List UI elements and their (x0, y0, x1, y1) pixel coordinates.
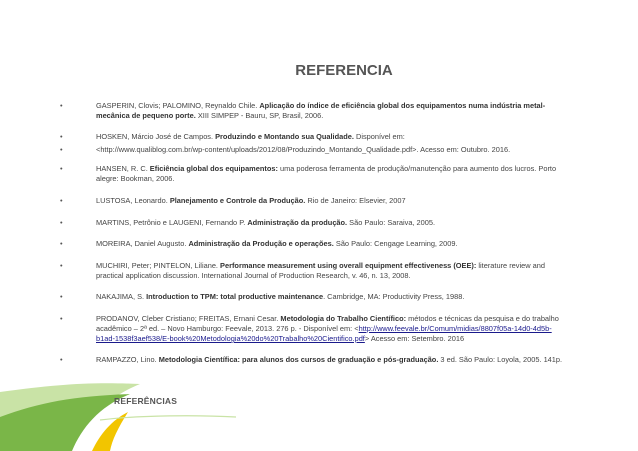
reference-title: Produzindo e Montando sua Qualidade. (215, 132, 354, 141)
reference-item (60, 261, 566, 281)
reference-title: Performance measurement using overall equipment effectiveness (OEE): (220, 261, 477, 270)
reference-details: uma poderosa ferramenta de produção/manutenção para aumento dos lucros. Porto alegre: Bookman, 2006. (96, 164, 557, 183)
reference-author: MARTINS, Petrônio e LAUGENI, Fernando P. (96, 218, 248, 227)
reference-item (60, 101, 566, 121)
reference-title: Metodologia Científica: para alunos dos cursos de graduação e pós-graduação. (158, 355, 439, 364)
reference-author: NAKAJIMA, S. (96, 292, 147, 301)
reference-details: São Paulo: Saraiva, 2005. (347, 218, 436, 227)
reference-item (60, 355, 566, 365)
reference-item (60, 314, 566, 344)
reference-title: Administração da Produção e operações. (188, 239, 334, 248)
reference-details-tail: > Acesso em: Setembro. 2016 (364, 334, 465, 343)
reference-link[interactable]: http://www.feevale.br/Comum/midias/8807f05a-14d0-4d5b-b1ad-1538f3aef538/E-book%20Metodologia%20do%20Trabalho%20Cientifico.pdf (96, 324, 552, 343)
bullet: • (60, 196, 63, 205)
reference-details: métodos e técnicas da pesquisa e do trabalho acadêmico – 2ª ed. – Novo Hamburgo: Feevale, 2013. 276 p. - Disponível em: < (96, 314, 559, 333)
reference-item (60, 145, 566, 155)
reference-title: Eficiência global dos equipamentos: (149, 164, 278, 173)
reference-details: 3 ed. São Paulo: Loyola, 2005. 141p. (438, 355, 563, 364)
bullet: • (60, 164, 63, 173)
reference-details: literature review and practical application discussion. International Journal of Production Research, v. 46, n. 13, 2008. (96, 261, 545, 280)
reference-author: HANSEN, R. C. (96, 164, 150, 173)
reference-author: MOREIRA, Daniel Augusto. (96, 239, 189, 248)
reference-details: XIII SIMPEP - Bauru, SP, Brasil, 2006. (195, 111, 324, 120)
bullet: • (60, 355, 63, 364)
reference-item (60, 132, 566, 142)
bullet: • (60, 132, 63, 141)
reference-details: . Cambridge, MA: Productivity Press, 1988. (323, 292, 465, 301)
reference-author: GASPERIN, Clovis; PALOMINO, Reynaldo Chile. (96, 101, 260, 110)
bullet: • (60, 261, 63, 270)
bullet: • (60, 101, 63, 110)
reference-author: MUCHIRI, Peter; PINTELON, Liliane. (96, 261, 221, 270)
reference-author: RAMPAZZO, Lino. (96, 355, 159, 364)
bullet: • (60, 292, 63, 301)
reference-details: <http://www.qualiblog.com.br/wp-content/uploads/2012/08/Produzindo_Montando_Qualidade.pdf>. Acesso em: Outubro. 2016. (96, 145, 511, 154)
reference-details: São Paulo: Cengage Learning, 2009. (333, 239, 458, 248)
footer-swoosh-graphic (0, 372, 638, 451)
bullet: • (60, 145, 63, 154)
reference-details: Disponível em: (353, 132, 405, 141)
bullet: • (60, 239, 63, 248)
bullet: • (60, 218, 63, 227)
reference-item (60, 239, 566, 249)
reference-details: Rio de Janeiro: Elsevier, 2007 (305, 196, 406, 205)
reference-author: PRODANOV, Cleber Cristiano; FREITAS, Ernani Cesar. (96, 314, 281, 323)
reference-item (60, 292, 566, 302)
footer-decoration (0, 372, 638, 451)
reference-title: Introduction to TPM: total productive maintenance (146, 292, 324, 301)
reference-title: Metodologia do Trabalho Científico: (280, 314, 407, 323)
reference-item (60, 164, 566, 184)
reference-item (60, 218, 566, 228)
page-title: REFERENCIA (295, 62, 393, 79)
reference-title: Aplicação do índice de eficiência global dos equipamentos numa indústria metal-mecânica de pequeno porte. (96, 101, 546, 120)
bullet: • (60, 314, 63, 323)
reference-title: Administração da produção. (247, 218, 348, 227)
reference-author: HOSKEN, Márcio José de Campos. (96, 132, 216, 141)
footer-label: REFERÊNCIAS (114, 396, 178, 406)
reference-title: Planejamento e Controle da Produção. (169, 196, 306, 205)
reference-item (60, 196, 566, 206)
reference-author: LUSTOSA, Leonardo. (96, 196, 170, 205)
